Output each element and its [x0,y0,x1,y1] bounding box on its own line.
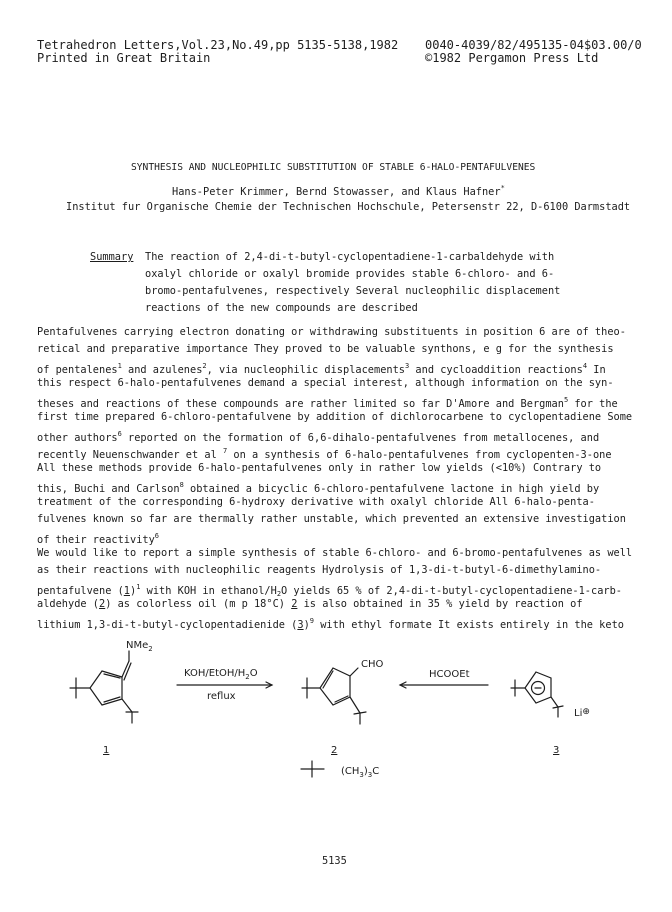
body-line: this respect 6-halo-pentafulvenes demand a special interest, although information on the syn- [37,377,614,389]
body-line: retical and preparative importance They proved to be valuable synthons, e g for the synthesis [37,343,614,355]
article-title: SYNTHESIS AND NUCLEOPHILIC SUBSTITUTION OF STABLE 6-HALO-PENTAFULVENES [131,162,536,173]
body-line: of pentalenes$^1$ and azulenes$^2$, via nucleophilic displacements$^3$ and cycloaddition reactions$^4$ In [37,362,606,376]
compound-label-2: 2 [331,745,338,756]
summary-line: oxalyl chloride or oxalyl bromide provides stable 6-chloro- and 6- [145,268,555,280]
body-line: this, Buchi and Carlson$^8$ obtained a bicyclic 6-chloro-pentafulvene lactone in high yield by [37,481,600,495]
condition-label: reflux [207,691,236,702]
body-line: fulvenes known so far are thermally rather unstable, which prevented an extensive investigation [37,513,626,525]
compound-label-3: 3 [553,745,560,756]
lithium-label: Li⊕ [574,707,590,719]
journal-citation: Tetrahedron Letters,Vol.23,No.49,pp 5135-5138,1982 [37,38,399,52]
nme2-label: NMe$_2$ [126,640,153,653]
body-line: All these methods provide 6-halo-pentafulvenes only in rather low yields (<10%) Contrary to [37,462,602,474]
compound-label-1: 1 [103,745,110,756]
authors: Hans-Peter Krimmer, Bernd Stowasser, and Klaus Hafner* [172,184,505,198]
printed-in: Printed in Great Britain [37,51,211,65]
body-line: treatment of the corresponding 6-hydroxy derivative with oxalyl chloride All 6-halo-penta- [37,496,595,508]
body-line: aldehyde (2) as colorless oil (m p 18°C) 2 is also obtained in 35 % yield by reaction of [37,598,583,610]
body-line: We would like to report a simple synthesis of stable 6-chloro- and 6-bromo-pentafulvenes as well [37,547,633,559]
issn-code: 0040-4039/82/495135-04$03.00/0 [425,38,642,52]
copyright: ©1982 Pergamon Press Ltd [425,51,599,65]
cho-label: CHO [361,659,384,670]
body-line: first time prepared 6-chloro-pentafulvene by addition of dichlorocarbene to cyclopentadiene Some [37,411,633,423]
summary-line: The reaction of 2,4-di-t-butyl-cyclopentadiene-1-carbaldehyde with [145,251,555,263]
summary-label: Summary [90,251,134,263]
body-line: Pentafulvenes carrying electron donating or withdrawing substituents in position 6 are of theo- [37,326,626,338]
body-line: pentafulvene $(1)^1$ with KOH in ethanol/$H_2O$ yields 65 % of 2,4-di-t-butyl-cyclopentadiene-1-carb- [37,583,622,598]
body-line: as their reactions with nucleophilic reagents Hydrolysis of 1,3-di-t-butyl-6-dimethylamino- [37,564,602,576]
summary-line: bromo-pentafulvenes, respectively Several nucleophilic displacement [145,285,561,297]
page-number: 5135 [322,855,347,867]
affiliation: Institut fur Organische Chemie der Technischen Hochschule, Petersenstr 22, D-6100 Darmstadt [66,201,631,213]
formate-label: HCOOEt [429,669,470,680]
tert-butyl-symbol [301,761,324,777]
body-line: other authors$^6$ reported on the formation of 6,6-dihalo-pentafulvenes from metallocenes, and [37,430,600,444]
tert-butyl-legend: $(CH_3)_3C$ [341,766,380,779]
body-line: theses and reactions of these compounds are rather limited so far D'Amore and Bergman$^5$ for the [37,396,618,410]
compound-2-structure [302,668,366,724]
compound-3-structure [511,672,563,717]
summary-line: reactions of the new compounds are described [145,302,418,314]
body-line: lithium 1,3-di-t-butyl-cyclopentadienide $(3)^9$ with ethyl formate It exists entirely in the keto [37,617,624,631]
body-line: recently Neuenschwander et al $^7$ on a synthesis of 6-halo-pentafulvenes from cyclopenten-3-one [37,447,612,461]
reagent-label: KOH/$EtOH/H_2O$ [184,668,258,681]
body-line: of their reactivity$^6$ [37,532,160,546]
compound-1-structure [70,651,138,723]
